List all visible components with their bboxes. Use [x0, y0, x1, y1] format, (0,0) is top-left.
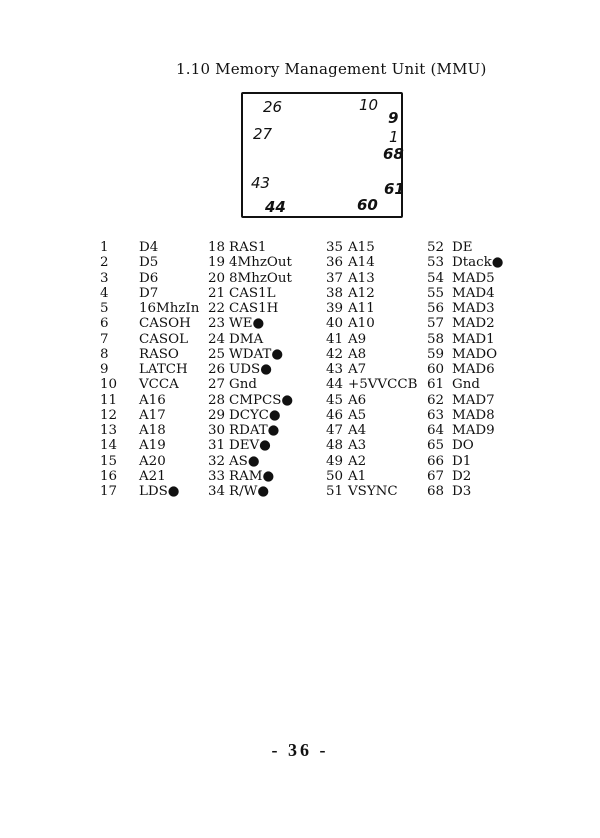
pin-signal: D6 — [139, 270, 159, 286]
pin-signal: VCCA — [139, 377, 179, 393]
pin-signal: D3 — [452, 484, 472, 499]
pin-signal: RDAT● — [229, 423, 280, 438]
pin-signal: MAD5 — [452, 270, 495, 286]
pin-number: 45 — [326, 392, 344, 408]
pin-signal: A4 — [348, 423, 367, 438]
pin-signal: A6 — [348, 392, 367, 408]
pin-signal: WDAT● — [229, 346, 284, 362]
pin-signal: RASO — [139, 346, 179, 362]
pin-signal: RAM● — [229, 468, 275, 484]
pin-signal: MADO — [452, 346, 498, 362]
pin-number: 68 — [427, 484, 445, 499]
pin-number: 7 — [100, 331, 109, 347]
chip-label-right-2: 1 — [389, 128, 399, 146]
pin-signal: 8MhzOut — [229, 270, 292, 286]
pin-signal: A10 — [348, 316, 375, 332]
pin-number: 64 — [427, 423, 445, 438]
pin-number: 57 — [427, 316, 445, 332]
pin-signal: A13 — [348, 270, 375, 286]
pin-number: 63 — [427, 407, 445, 423]
pin-number: 17 — [100, 484, 118, 499]
pin-signal: MAD4 — [452, 285, 495, 301]
pin-signal: A21 — [139, 468, 166, 484]
pin-signal: A14 — [348, 255, 375, 271]
pin-signal: A16 — [139, 392, 166, 408]
pin-signal: CAS1H — [229, 301, 279, 316]
chip-label-bottom-right: 60 — [357, 196, 378, 214]
pin-number: 28 — [208, 392, 226, 408]
chip-label-top-left: 26 — [263, 98, 283, 116]
pin-signal: DO — [452, 438, 474, 454]
pin-number: 44 — [326, 377, 344, 393]
pin-number: 4 — [100, 285, 109, 301]
pin-signal: LATCH — [139, 362, 188, 377]
pin-signal: RAS1 — [229, 240, 267, 255]
pin-number: 40 — [326, 316, 344, 332]
pin-number: 39 — [326, 301, 344, 316]
chip-diagram — [241, 92, 403, 218]
pin-signal: CMPCS● — [229, 392, 294, 408]
pin-number: 29 — [208, 407, 226, 423]
chip-label-top-right: 10 — [359, 96, 379, 114]
pin-signal: A18 — [139, 423, 166, 438]
pin-signal: D1 — [452, 453, 472, 469]
pin-signal: A9 — [348, 331, 367, 347]
pin-number: 21 — [208, 285, 226, 301]
chip-label-left-2: 43 — [251, 174, 271, 192]
pin-number: 42 — [326, 346, 344, 362]
pin-signal: A11 — [348, 301, 375, 316]
pin-signal: 4MhzOut — [229, 255, 292, 271]
pin-number: 35 — [326, 240, 344, 255]
pin-number: 19 — [208, 255, 226, 271]
pin-number: 56 — [427, 301, 445, 316]
pin-number: 38 — [326, 285, 344, 301]
pin-number: 33 — [208, 468, 226, 484]
pin-signal: CASOH — [139, 316, 191, 332]
pin-signal: AS● — [229, 453, 260, 469]
chip-label-right-4: 61 — [384, 180, 405, 198]
pin-number: 50 — [326, 468, 344, 484]
pin-number: 14 — [100, 438, 118, 454]
pin-number: 3 — [100, 270, 109, 286]
pin-signal: A8 — [348, 346, 367, 362]
page-number: - 36 - — [271, 740, 329, 760]
pin-signal: LDS● — [139, 484, 180, 499]
pin-signal: DEV● — [229, 438, 271, 454]
pin-number: 62 — [427, 392, 445, 408]
pin-number: 34 — [208, 484, 226, 499]
pin-number: 41 — [326, 331, 344, 347]
pin-number: 36 — [326, 255, 344, 271]
pin-signal: MAD2 — [452, 316, 495, 332]
pin-signal: A3 — [348, 438, 367, 454]
pin-signal: CASOL — [139, 331, 188, 347]
pin-number: 59 — [427, 346, 445, 362]
section-title: 1.10 Memory Management Unit (MMU) — [176, 60, 487, 78]
pin-number: 32 — [208, 453, 226, 469]
chip-label-right-3: 68 — [383, 145, 404, 163]
pin-signal: MAD8 — [452, 407, 495, 423]
pin-number: 65 — [427, 438, 445, 454]
pin-signal: DMA — [229, 331, 264, 347]
pin-number: 12 — [100, 407, 118, 423]
pin-number: 43 — [326, 362, 344, 377]
pin-number: 16 — [100, 468, 118, 484]
pin-number: 37 — [326, 270, 344, 286]
pin-signal: DCYC● — [229, 407, 281, 423]
pin-number: 20 — [208, 270, 226, 286]
pin-number: 48 — [326, 438, 344, 454]
pin-number: 1 — [100, 240, 109, 255]
pin-number: 31 — [208, 438, 226, 454]
pin-number: 30 — [208, 423, 226, 438]
pin-number: 15 — [100, 453, 118, 469]
pin-signal: A5 — [348, 407, 367, 423]
pin-signal: MAD3 — [452, 301, 495, 316]
pin-number: 46 — [326, 407, 344, 423]
chip-label-right-1: 9 — [388, 109, 399, 127]
pin-signal: A2 — [348, 453, 367, 469]
pin-number: 27 — [208, 377, 226, 393]
pin-signal: MAD6 — [452, 362, 495, 377]
pin-signal: CAS1L — [229, 285, 276, 301]
chip-label-bottom-left: 44 — [265, 198, 286, 216]
pin-signal: D7 — [139, 285, 159, 301]
pin-signal: A15 — [348, 240, 375, 255]
pin-number: 26 — [208, 362, 226, 377]
pin-signal: Gnd — [229, 377, 257, 393]
pin-number: 61 — [427, 377, 445, 393]
pin-number: 52 — [427, 240, 445, 255]
pin-signal: R/W● — [229, 484, 270, 499]
pin-number: 9 — [100, 362, 109, 377]
pin-signal: A17 — [139, 407, 166, 423]
pin-number: 11 — [100, 392, 118, 408]
pin-signal: Dtack● — [452, 255, 504, 271]
pin-signal: Gnd — [452, 377, 480, 393]
pin-number: 49 — [326, 453, 344, 469]
pin-signal: MAD9 — [452, 423, 495, 438]
pin-number: 5 — [100, 301, 109, 316]
pin-signal: WE● — [229, 316, 265, 332]
pin-signal: A19 — [139, 438, 166, 454]
pin-signal: UDS● — [229, 362, 272, 377]
pin-signal: MAD1 — [452, 331, 495, 347]
pin-number: 24 — [208, 331, 226, 347]
pin-number: 60 — [427, 362, 445, 377]
pin-number: 53 — [427, 255, 445, 271]
pin-signal: +5VVCCB — [348, 377, 418, 393]
pin-number: 25 — [208, 346, 226, 362]
pin-number: 58 — [427, 331, 445, 347]
pin-number: 47 — [326, 423, 344, 438]
pin-number: 10 — [100, 377, 118, 393]
pin-signal: MAD7 — [452, 392, 495, 408]
pin-signal: A7 — [348, 362, 367, 377]
pin-number: 6 — [100, 316, 109, 332]
pin-signal: A20 — [139, 453, 166, 469]
pin-number: 18 — [208, 240, 226, 255]
pin-signal: D2 — [452, 468, 472, 484]
pin-number: 22 — [208, 301, 226, 316]
pin-number: 8 — [100, 346, 109, 362]
pin-number: 2 — [100, 255, 109, 271]
pin-signal: VSYNC — [348, 484, 398, 499]
pin-number: 13 — [100, 423, 118, 438]
pin-number: 55 — [427, 285, 445, 301]
chip-label-left-1: 27 — [253, 125, 273, 143]
pin-number: 66 — [427, 453, 445, 469]
pin-number: 54 — [427, 270, 445, 286]
pin-signal: A12 — [348, 285, 375, 301]
pin-number: 67 — [427, 468, 445, 484]
pin-signal: D4 — [139, 240, 159, 255]
pin-signal: D5 — [139, 255, 159, 271]
pin-signal: DE — [452, 240, 473, 255]
pin-signal: A1 — [348, 468, 367, 484]
pin-number: 23 — [208, 316, 226, 332]
pin-number: 51 — [326, 484, 344, 499]
pin-signal: 16MhzIn — [139, 301, 200, 316]
